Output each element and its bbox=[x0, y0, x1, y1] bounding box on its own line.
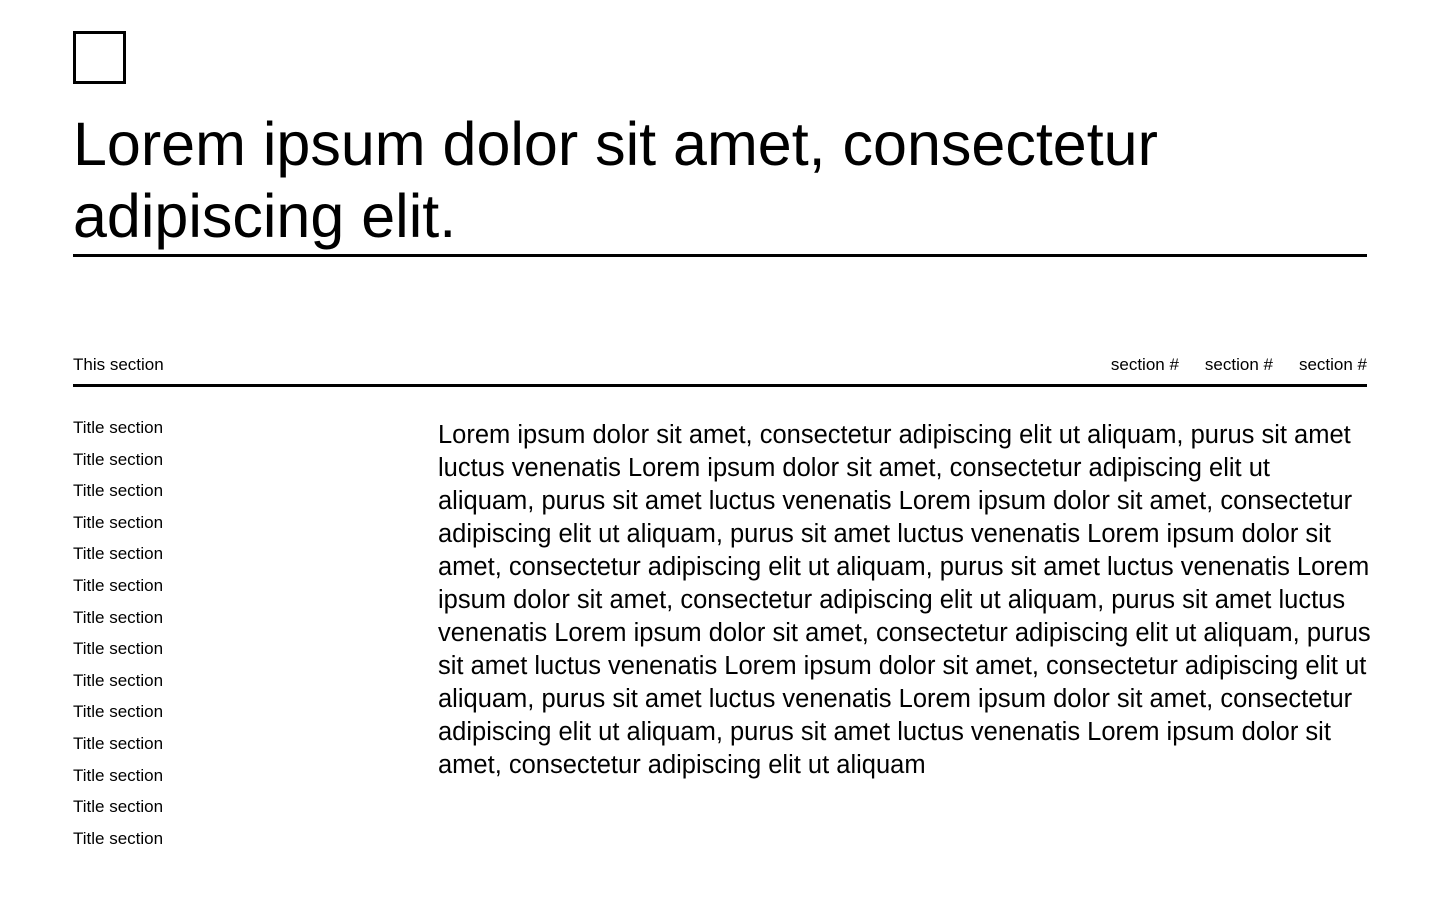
section-link-2[interactable]: section # bbox=[1204, 355, 1273, 374]
body-paragraph: Lorem ipsum dolor sit amet, consectetur adipiscing elit ut aliquam, purus sit amet luctus venenatis Lorem ipsum dolor sit amet, consectetur adipiscing elit ut aliquam, purus sit amet luctus venenatis Lorem ipsum dolor sit amet, consectetur adipiscing elit ut aliquam, purus sit amet luctus venenatis Lorem ipsum dolor sit amet, consectetur adipiscing elit ut aliquam, purus sit amet luctus venenatis Lorem ipsum dolor sit amet, consectetur adipiscing elit ut aliquam, purus sit amet luctus venenatis Lorem ipsum dolor sit amet, consectetur adipiscing elit ut aliquam, purus sit amet luctus venenatis Lorem ipsum dolor sit amet, consectetur adipiscing elit ut aliquam, purus sit amet luctus venenatis Lorem ipsum dolor sit amet, consectetur adipiscing elit ut aliquam, purus sit amet luctus venenatis Lorem ipsum dolor sit amet, consectetur adipiscing elit ut aliquam bbox=[438, 421, 1371, 779]
page-title: Lorem ipsum dolor sit amet, consectetur adipiscing elit. bbox=[73, 110, 1158, 250]
section-link-1[interactable]: section # bbox=[1110, 355, 1179, 374]
toc-item[interactable]: Title section bbox=[73, 765, 164, 785]
section-bar bbox=[73, 354, 1367, 384]
toc-item[interactable]: Title section bbox=[73, 702, 164, 722]
toc-item[interactable]: Title section bbox=[73, 670, 164, 690]
table-of-contents bbox=[73, 416, 373, 858]
toc-item[interactable]: Title section bbox=[73, 828, 164, 848]
toc-item[interactable]: Title section bbox=[73, 575, 164, 595]
section-link-3[interactable]: section # bbox=[1298, 355, 1367, 374]
section-divider bbox=[73, 384, 1367, 387]
title-divider bbox=[73, 254, 1367, 257]
toc-item[interactable]: Title section bbox=[73, 733, 164, 753]
square-outline-icon bbox=[73, 31, 126, 84]
toc-item[interactable]: Title section bbox=[73, 639, 164, 659]
toc-item[interactable]: Title section bbox=[73, 797, 164, 817]
toc-item[interactable]: Title section bbox=[73, 481, 164, 501]
toc-item[interactable]: Title section bbox=[73, 449, 164, 469]
toc-item[interactable]: Title section bbox=[73, 418, 164, 437]
section-nav bbox=[1111, 354, 1367, 376]
toc-item[interactable]: Title section bbox=[73, 512, 164, 532]
toc-item[interactable]: Title section bbox=[73, 544, 164, 564]
current-section-label: This section bbox=[73, 355, 164, 374]
toc-item[interactable]: Title section bbox=[73, 607, 164, 627]
